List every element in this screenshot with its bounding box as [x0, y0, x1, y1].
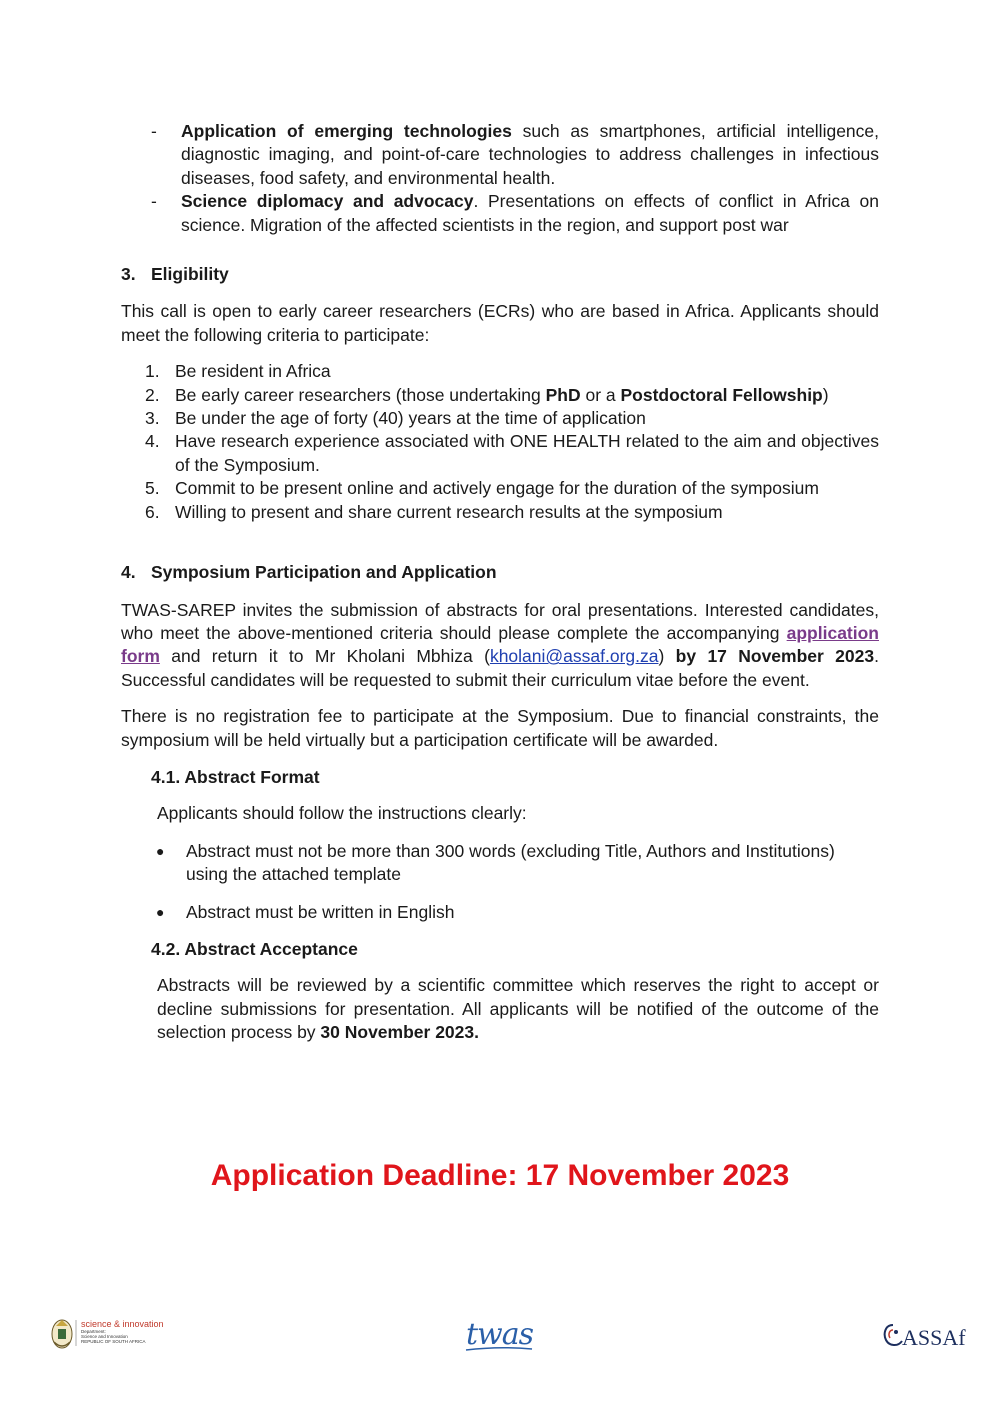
criteria-item: 5. Commit to be present online and actively engage for the duration of the symposium	[145, 478, 819, 499]
topic-item	[121, 120, 879, 190]
dash-marker: -	[151, 121, 157, 141]
assaf-logo	[880, 1320, 970, 1360]
topic-bold: Science diplomacy and advocacy	[181, 191, 474, 212]
bullet-item: ● Abstract must be written in English	[121, 901, 879, 924]
criteria-item: 6. Willing to present and share current research results at the symposium	[145, 501, 723, 522]
twas-underline-icon	[464, 1346, 534, 1352]
application-deadline: Application Deadline: 17 November 2023	[210, 1159, 790, 1192]
topic-text: . Presentations on effects of conflict in Africa on science. Migration of the affected scientists in the region, and support post war	[181, 191, 879, 235]
eligibility-intro: This call is open to early career researchers (ECRs) who are based in Africa. Applicants should meet the following criteria to participate:	[121, 301, 879, 345]
abstract-format-heading: 4.1. Abstract Format	[151, 766, 320, 787]
dsi-logo	[50, 1316, 180, 1356]
section-number: 4.	[121, 562, 136, 583]
dsi-title: science & innovation	[81, 1319, 164, 1329]
section-number: 3.	[121, 264, 136, 285]
topic-bold: Application of emerging technologies	[181, 121, 512, 141]
criteria-item: 2. Be early career researchers (those undertaking PhD or a Postdoctoral Fellowship)	[145, 384, 829, 405]
eligibility-criteria-list	[121, 360, 879, 524]
dash-marker: -	[151, 191, 157, 212]
email-link[interactable]: kholani@assaf.org.za	[489, 646, 659, 667]
page-content	[121, 120, 879, 1045]
dsi-country: REPUBLIC OF SOUTH AFRICA	[81, 1339, 146, 1344]
abstract-format-bullets	[121, 840, 879, 924]
section-title: Symposium Participation and Application	[151, 562, 497, 583]
criteria-item: 4. Have research experience associated with ONE HEALTH related to the aim and objectives of the Symposium.	[145, 431, 879, 475]
registration-fee-paragraph: There is no registration fee to participate at the Symposium. Due to financial constraints, the symposium will be held virtually but a participation certificate will be awarded.	[121, 706, 879, 750]
topic-text: such as smartphones, artificial intelligence, diagnostic imaging, and point-of-care technologies to address challenges in infectious diseases, food safety, and environmental health.	[181, 121, 880, 188]
application-form-link[interactable]: application form	[121, 622, 879, 667]
section-heading-participation	[121, 561, 879, 584]
topic-item	[121, 190, 879, 237]
criteria-item: 3. Be under the age of forty (40) years at the time of application	[145, 408, 646, 429]
abstract-acceptance-heading: 4.2. Abstract Acceptance	[151, 938, 358, 959]
abstract-acceptance-text: Abstracts will be reviewed by a scientific committee which reserves the right to accept or decline submissions for presentation. All applicants will be notified of the outcome of the selection process by 30 November 2023.	[157, 975, 879, 1043]
dsi-name: Science and Innovation	[81, 1334, 128, 1339]
topics-list	[121, 120, 879, 237]
dsi-dept: Department:	[81, 1329, 106, 1334]
abstract-format-intro: Applicants should follow the instructions clearly:	[157, 803, 527, 824]
criteria-item: 1. Be resident in Africa	[145, 361, 331, 382]
section-title: Eligibility	[151, 264, 229, 285]
section-heading-eligibility	[121, 263, 879, 286]
twas-wordmark: twas	[466, 1317, 534, 1352]
bullet-marker: ●	[156, 842, 165, 859]
assaf-wordmark: ASSAf	[902, 1325, 966, 1350]
participation-paragraph: TWAS-SAREP invites the submission of abstracts for oral presentations. Interested candidates, who meet the above-mentioned criteria should please complete the accompanying application form and return it to Mr Kholani Mbhiza (kholani@assaf.org.za) by 17 November 2023. Successful candidates will be requested to submit their curriculum vitae before the event.	[121, 599, 879, 690]
twas-logo	[464, 1318, 534, 1354]
bullet-item: ● Abstract must not be more than 300 words (excluding Title, Authors and Institutions) using the attached template	[156, 840, 835, 885]
bullet-marker: ●	[156, 903, 165, 920]
